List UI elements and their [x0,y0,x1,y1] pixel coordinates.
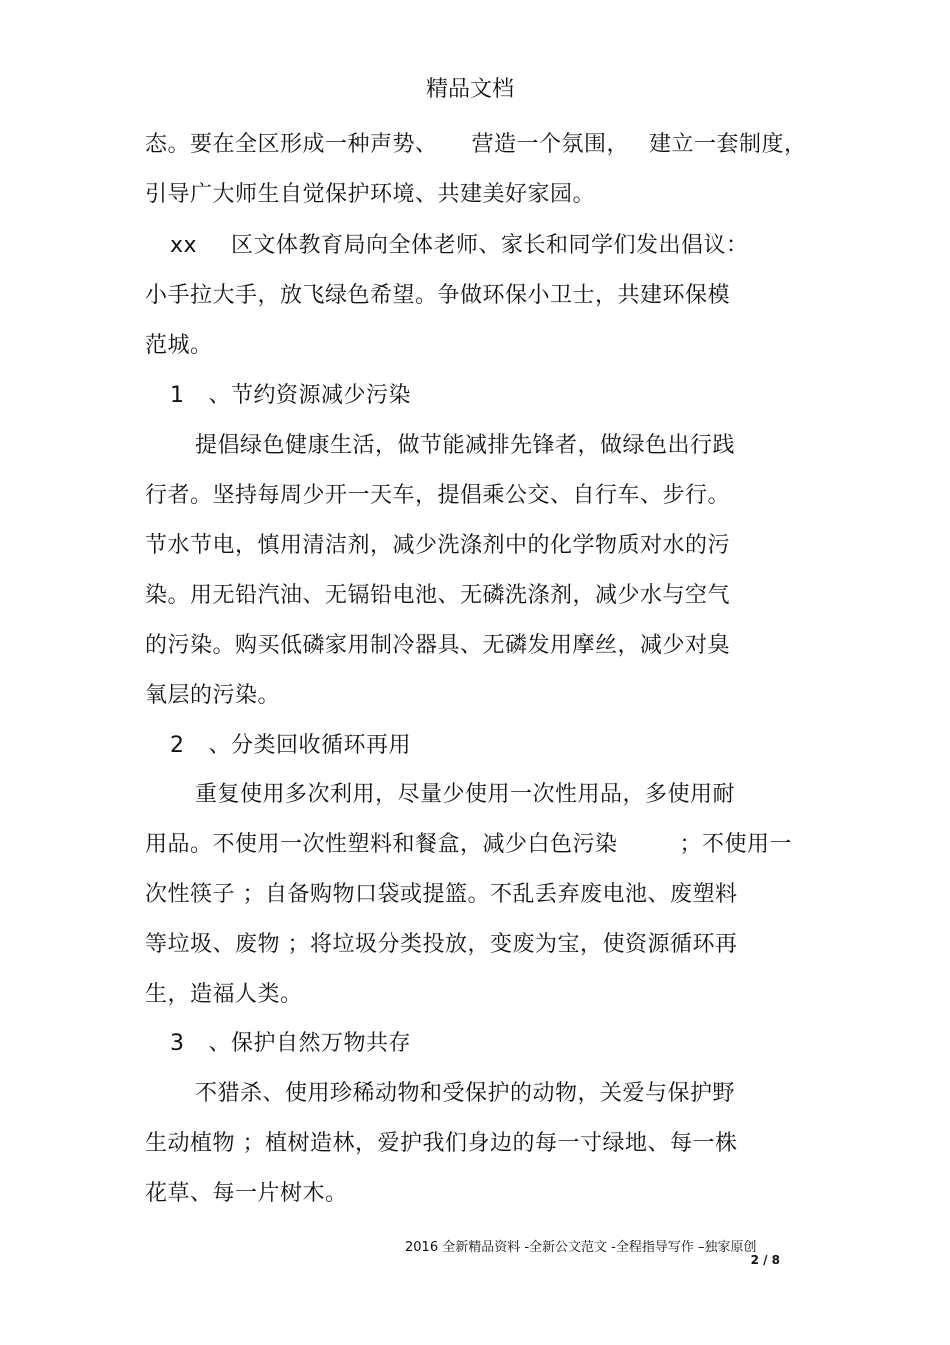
text-line: 重复使用多次利用，尽量少使用一次性用品，多使用耐 [195,782,736,807]
section-title: 、分类回收循环再用 [208,733,412,758]
text-line: 生，造福人类。 [145,982,303,1007]
page-header: 精品文档 [425,77,514,102]
section-number: 1 [170,383,185,408]
text-line [145,127,807,158]
text-line: 不猎杀、使用珍稀动物和受保护的动物，关爱与保护野 [195,1081,736,1106]
section-heading [170,378,411,409]
page-footer: 2016 全新精品资料 -全新公文范文 -全程指导写作 –独家原创 [405,1240,757,1255]
text-segment: 态。要在全区形成一种声势、 [145,132,438,157]
section-title: 、保护自然万物共存 [208,1031,412,1056]
section-heading [170,1026,411,1057]
text-line: 提倡绿色健康生活，做节能减排先锋者，做绿色出行践 [195,433,736,458]
section-heading [170,728,411,759]
text-segment: xx [170,233,198,258]
text-line: 等垃圾、废物 ；将垃圾分类投放，变废为宝，使资源循环再 [145,932,738,957]
section-number: 3 [170,1031,185,1056]
section-title: 、节约资源减少污染 [208,383,412,408]
text-segment: 营造一个氛围， [471,132,630,157]
text-segment: 建立一套制度， [649,132,807,157]
text-segment: 用品。不使用一次性塑料和餐盒，减少白色污染 [145,832,618,857]
text-line: 花草、每一片树木。 [145,1181,348,1206]
text-segment: ；不使用一 [679,832,793,857]
text-line: 行者。坚持每周少开一天车，提倡乘公交、自行车、步行。 [145,483,731,508]
text-line: 节水节电，慎用清洁剂，减少洗涤剂中的化学物质对水的污 [145,533,731,558]
text-line: 染。用无铅汽油、无镉铅电池、无磷洗涤剂，减少水与空气 [145,583,731,608]
page-number: 2 / 8 [750,1253,780,1267]
text-segment: 区文体教育局向全体老师、家长和同学们发出倡议： [231,233,749,258]
text-line: 氧层的污染。 [145,683,281,708]
text-line: 次性筷子 ；自备购物口袋或提篮。不乱丢弃废电池、废塑料 [145,882,738,907]
text-line: 小手拉大手，放飞绿色希望。争做环保小卫士，共建环保模 [145,283,731,308]
text-line: 范城。 [145,333,213,358]
section-number: 2 [170,733,185,758]
text-line [170,228,749,259]
text-line [145,827,792,858]
text-line: 引导广大师生自觉保护环境、共建美好家园。 [145,182,596,207]
text-line: 的污染。购买低磷家用制冷器具、无磷发用摩丝，减少对臭 [145,633,731,658]
text-line: 生动植物 ；植树造林，爱护我们身边的每一寸绿地、每一株 [145,1131,738,1156]
